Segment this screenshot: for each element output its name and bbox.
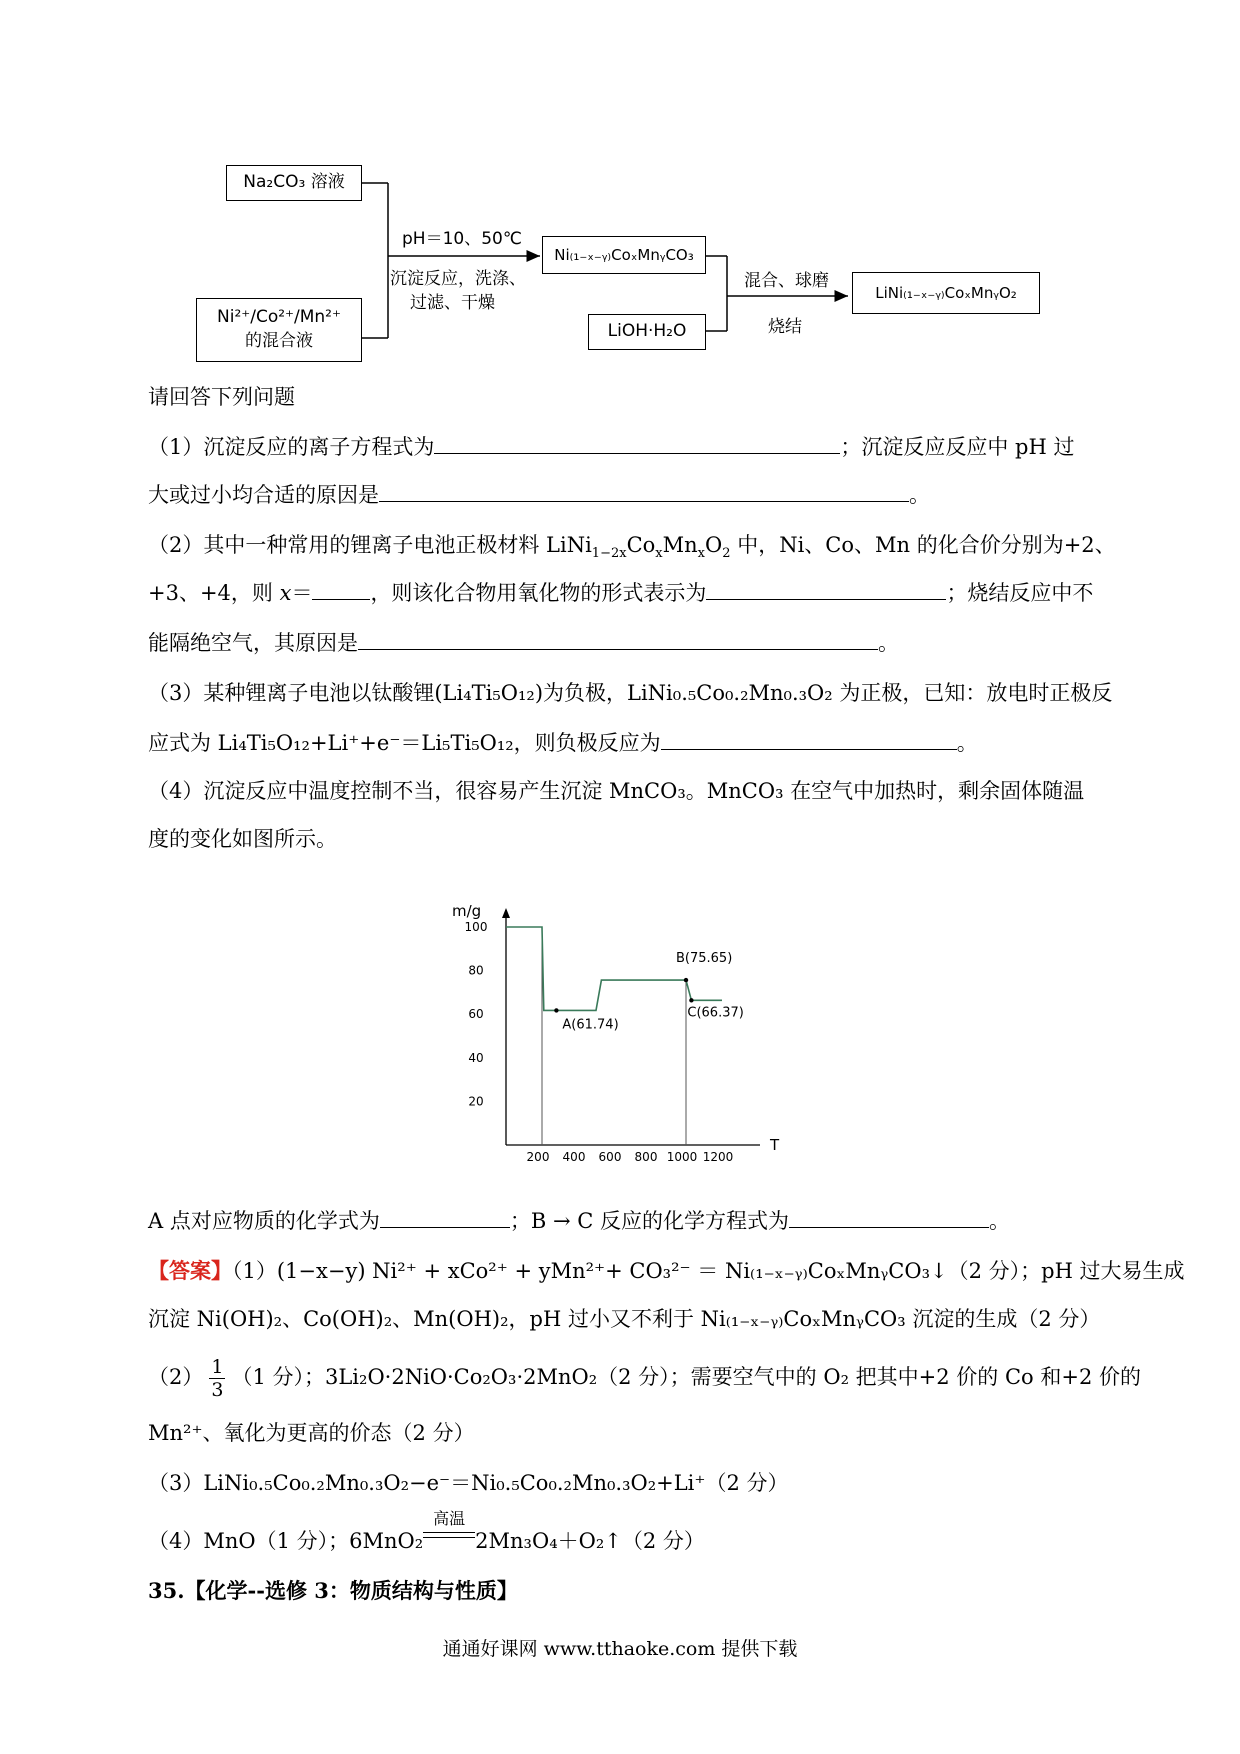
q1-blank-1[interactable] bbox=[434, 433, 840, 454]
question-1-line2 bbox=[148, 480, 930, 510]
q2-mn: Mn bbox=[662, 533, 698, 557]
q2-sub-2: 2 bbox=[722, 546, 731, 562]
reaction-condition bbox=[423, 1509, 475, 1548]
q4-period: 。 bbox=[988, 1209, 1010, 1233]
flow-condition-mix: 混合、球磨 bbox=[744, 271, 829, 291]
point-marker-0 bbox=[554, 1008, 558, 1012]
reaction-condition-label: 高温 bbox=[433, 1509, 466, 1528]
x-tick-label: 1000 bbox=[666, 1150, 698, 1164]
q2-text-b: 中，Ni、Co、Mn 的化合价分别为+2、 bbox=[730, 533, 1116, 557]
y-tick-label: 100 bbox=[464, 920, 488, 934]
x-tick-label: 400 bbox=[562, 1150, 586, 1164]
q2-text-c: +3、+4，则 bbox=[148, 581, 280, 605]
flow-box-na2co3: Na₂CO₃ 溶液 bbox=[226, 165, 362, 201]
flow-condition-process-2: 过滤、干燥 bbox=[410, 293, 495, 313]
x-axis-label: T bbox=[770, 1136, 780, 1154]
answer-2-line1 bbox=[148, 1356, 1141, 1401]
question-4-line3 bbox=[148, 1206, 1010, 1236]
question-3-line1: （3）某种锂离子电池以钛酸锂(Li₄Ti₅O₁₂)为负极，LiNi₀.₅Co₀.₂Mn₀.₃O₂ 为正极，已知：放电时正极反 bbox=[148, 681, 1113, 705]
flow-box-mixed-line2: 的混合液 bbox=[245, 331, 313, 351]
answer-tag: 【答案】 bbox=[148, 1258, 232, 1283]
q1-text-a: （1）沉淀反应的离子方程式为 bbox=[148, 435, 435, 459]
answer-4 bbox=[148, 1509, 705, 1556]
question-1-line1 bbox=[148, 432, 1074, 462]
answer-2-pre: （2） bbox=[148, 1365, 204, 1389]
question-2-line2 bbox=[148, 578, 1093, 608]
q2-x: x bbox=[279, 581, 292, 605]
section-35-title: 35.【化学--选修 3：物质结构与性质】 bbox=[148, 1578, 518, 1603]
q3-text-b: 应式为 Li₄Ti₅O₁₂+Li⁺+e⁻＝Li₅Ti₅O₁₂，则负极反应为 bbox=[148, 731, 661, 755]
q2-text-f: 能隔绝空气，其原因是 bbox=[148, 631, 358, 655]
q1-period: 。 bbox=[909, 483, 930, 507]
q4-text-d: ；B → C 反应的化学方程式为 bbox=[509, 1209, 789, 1233]
point-marker-2 bbox=[689, 998, 693, 1002]
mass-series-line bbox=[506, 927, 722, 1010]
mass-temperature-chart bbox=[430, 880, 810, 1170]
x-tick-label: 200 bbox=[526, 1150, 550, 1164]
fraction-denominator: 3 bbox=[211, 1379, 224, 1401]
q1-text-c: 大或过小均合适的原因是 bbox=[148, 483, 379, 507]
reaction-equals-bar-bottom bbox=[423, 1537, 475, 1538]
q2-text-d: ，则该化合物用氧化物的形式表示为 bbox=[370, 581, 707, 605]
point-label-1: B(75.65) bbox=[676, 951, 733, 967]
y-tick-label: 60 bbox=[468, 1007, 484, 1022]
q2-period: 。 bbox=[878, 631, 899, 655]
fraction-numerator: 1 bbox=[211, 1356, 224, 1378]
q2-text-e: ；烧结反应中不 bbox=[946, 581, 1094, 605]
question-4-line1: （4）沉淀反应中温度控制不当，很容易产生沉淀 MnCO₃。MnCO₃ 在空气中加热时，剩余固体随温 bbox=[148, 779, 1085, 803]
reaction-equals-bar-top bbox=[423, 1532, 475, 1533]
q3-period: 。 bbox=[956, 731, 978, 755]
q2-o: O bbox=[705, 533, 723, 557]
q2-blank-x[interactable] bbox=[312, 579, 370, 600]
point-label-0: A(61.74) bbox=[562, 1017, 619, 1033]
q4-text-c: A 点对应物质的化学式为 bbox=[148, 1209, 380, 1233]
answer-2-line2: Mn²⁺、氧化为更高的价态（2 分） bbox=[148, 1421, 475, 1445]
question-2-line3 bbox=[148, 628, 899, 658]
x-tick-label: 1200 bbox=[702, 1150, 734, 1164]
y-axis-label: m/g bbox=[452, 902, 482, 920]
answer-2-fraction bbox=[209, 1356, 225, 1401]
answer-1-text: （1）(1−x−y) Ni²⁺ + xCo²⁺ + yMn²⁺+ CO₃²⁻ ＝ Ni₍₁₋ₓ₋ᵧ₎CoₓMnᵧCO₃↓（2 分）；pH 过大易生成 bbox=[232, 1259, 1185, 1283]
flow-condition-sinter: 烧结 bbox=[768, 317, 802, 337]
answer-1-line2: 沉淀 Ni(OH)₂、Co(OH)₂、Mn(OH)₂，pH 过小又不利于 Ni₍₁₋ₓ₋ᵧ₎CoₓMnᵧCO₃ 沉淀的生成（2 分） bbox=[148, 1307, 1101, 1331]
q4-blank-eq[interactable] bbox=[789, 1207, 989, 1228]
q2-blank-reason[interactable] bbox=[358, 629, 878, 650]
q2-sub-1: 1−2x bbox=[591, 546, 627, 562]
q4-blank-a[interactable] bbox=[380, 1207, 510, 1228]
answer-4-pre: （4）MnO（1 分）；6MnO₂ bbox=[148, 1529, 424, 1553]
questions-intro: 请回答下列问题 bbox=[148, 385, 295, 409]
page-footer: 通通好课网 www.tthaoke.com 提供下载 bbox=[442, 1638, 798, 1660]
question-4-line2: 度的变化如图所示。 bbox=[148, 827, 337, 851]
flow-box-precipitate: Ni₍₁₋ₓ₋ᵧ₎CoₓMnᵧCO₃ bbox=[542, 236, 706, 274]
x-tick-label: 600 bbox=[598, 1150, 622, 1164]
flow-box-mixed-line1: Ni²⁺/Co²⁺/Mn²⁺ bbox=[217, 307, 341, 328]
q2-co: Co bbox=[626, 533, 656, 557]
q2-sub-x1: x bbox=[655, 546, 663, 562]
answer-3: （3）LiNi₀.₅Co₀.₂Mn₀.₃O₂−e⁻＝Ni₀.₅Co₀.₂Mn₀.₃O₂+Li⁺（2 分） bbox=[148, 1471, 789, 1495]
q1-blank-2[interactable] bbox=[379, 481, 909, 502]
y-tick-label: 20 bbox=[468, 1094, 484, 1109]
flow-box-product: LiNi₍₁₋ₓ₋ᵧ₎CoₓMnᵧO₂ bbox=[852, 272, 1040, 314]
point-marker-1 bbox=[684, 978, 688, 982]
flow-box-mixed-solution bbox=[196, 298, 362, 362]
flow-condition-ph: pH＝10、50℃ bbox=[402, 229, 522, 249]
point-label-2: C(66.37) bbox=[687, 1005, 744, 1021]
answer-2-rest: （1 分）；3Li₂O·2NiO·Co₂O₃·2MnO₂（2 分）；需要空气中的 O₂ 把其中+2 价的 Co 和+2 价的 bbox=[231, 1365, 1141, 1389]
y-tick-label: 40 bbox=[468, 1050, 484, 1065]
answer-4-post: 2Mn₃O₄＋O₂↑（2 分） bbox=[475, 1529, 705, 1553]
q1-text-b: ；沉淀反应反应中 pH 过 bbox=[840, 435, 1075, 459]
q2-text-a: （2）其中一种常用的锂离子电池正极材料 LiNi bbox=[148, 533, 592, 557]
q2-blank-oxide[interactable] bbox=[706, 579, 946, 600]
y-tick-label: 80 bbox=[468, 963, 484, 978]
q2-eq: ＝ bbox=[291, 581, 313, 605]
x-tick-label: 800 bbox=[634, 1150, 658, 1164]
answer-1-line1 bbox=[148, 1256, 1185, 1286]
flow-box-lioh: LiOH·H₂O bbox=[588, 314, 706, 350]
question-2-line1 bbox=[148, 530, 1116, 560]
q2-sub-x2: x bbox=[697, 546, 706, 562]
question-3-line2 bbox=[148, 728, 978, 758]
flow-condition-process-1: 沉淀反应，洗涤、 bbox=[390, 269, 526, 289]
q3-blank[interactable] bbox=[661, 729, 957, 750]
y-axis-arrow bbox=[502, 908, 510, 918]
